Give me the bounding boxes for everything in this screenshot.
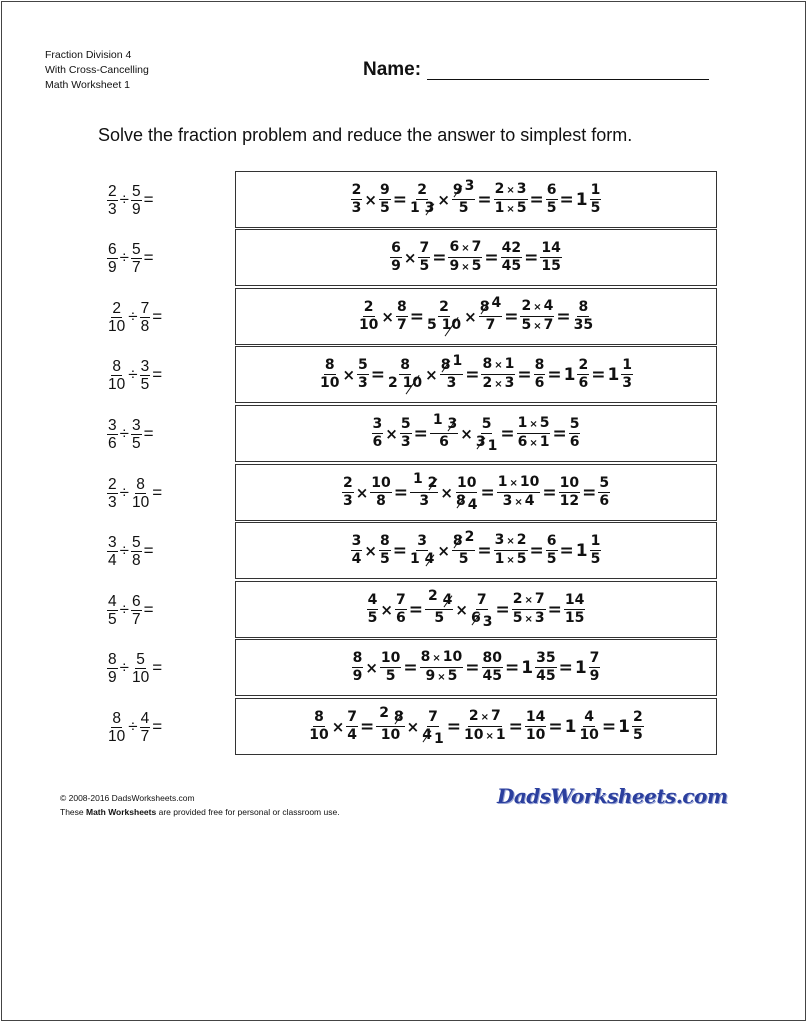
problem-10 <box>106 698 226 756</box>
copyright-notice: © 2008-2016 DadsWorksheets.com <box>60 793 195 803</box>
worksheet-title: Fraction Division 4 <box>45 49 132 61</box>
cancel-fraction: $\frac{3}{1 4}$ <box>409 533 435 567</box>
cancel-fraction: $\frac{8 2}{5}$ <box>452 529 475 567</box>
divide-sign: ÷ <box>119 248 129 267</box>
cancel-fraction: $\frac{2 4}{5}$ <box>425 593 453 626</box>
equals-sign: = <box>504 306 519 327</box>
fraction: $\frac{6}{5}$ <box>546 533 557 567</box>
equals-sign: = <box>542 482 557 503</box>
worksheet-number: Math Worksheet 1 <box>45 79 131 91</box>
equals-sign: = <box>552 423 567 444</box>
product-fraction: $\frac{2 \times 3}{1 \times 5}$ <box>494 181 527 216</box>
equals-sign: = <box>582 482 597 503</box>
divide-sign: ÷ <box>119 190 129 209</box>
fraction: $\frac{8}{10}$ <box>108 357 126 393</box>
fraction: $\frac{4}{5}$ <box>108 592 117 628</box>
cancelled-denominator: 3 <box>475 434 486 450</box>
equals-sign: = <box>465 657 480 678</box>
reduced-numerator: 3 <box>464 178 475 194</box>
fraction: $\frac{8}{5}$ <box>379 533 390 567</box>
times-sign: × <box>460 424 473 443</box>
cancelled-numerator: 8 <box>452 533 463 549</box>
fraction: $\frac{5}{9}$ <box>131 182 141 218</box>
fraction: $\frac{14}{15}$ <box>541 240 561 274</box>
cancel-fraction: $\frac{7}{6 3}$ <box>470 592 493 630</box>
equals-sign: = <box>152 307 163 326</box>
reduced-denominator: 1 <box>433 731 444 747</box>
times-sign: × <box>440 483 453 502</box>
reduced-denominator: 1 <box>487 438 498 454</box>
fraction: $\frac{1}{5}$ <box>590 533 601 567</box>
fraction: $\frac{8}{10}$ <box>319 357 340 391</box>
divide-sign: ÷ <box>119 600 129 619</box>
answer-box-2[interactable] <box>235 229 717 286</box>
cancel-fraction: $\frac{2}{5 10}$ <box>427 299 462 333</box>
reduced-numerator: 1 <box>452 353 463 369</box>
cancel-fraction: $\frac{9 3}{5}$ <box>452 178 475 216</box>
math-worksheets-link[interactable]: Math Worksheets <box>86 807 157 817</box>
fraction: $\frac{8}{10}$ <box>131 475 150 511</box>
fraction: $\frac{8}{35}$ <box>573 299 594 333</box>
fraction: $\frac{2}{6}$ <box>578 357 589 391</box>
whole-number: 1 <box>618 716 631 737</box>
problem-6 <box>106 464 226 522</box>
times-sign: × <box>342 365 356 384</box>
fraction: $\frac{2}{3}$ <box>108 182 117 218</box>
equals-sign: = <box>477 189 492 210</box>
equals-sign: = <box>517 364 532 385</box>
instructions: Solve the fraction problem and reduce the answer to simplest form. <box>98 125 633 145</box>
fraction: $\frac{10}{5}$ <box>380 650 401 684</box>
fraction: $\frac{7}{4}$ <box>347 709 358 743</box>
cancel-fraction: $\frac{8}{2 10}$ <box>388 357 423 391</box>
product-fraction: $\frac{8 \times 10}{9 \times 5}$ <box>420 649 463 684</box>
product-fraction: $\frac{1 \times 10}{3 \times 4}$ <box>497 474 540 509</box>
fraction: $\frac{7}{6}$ <box>396 592 406 626</box>
fraction: $\frac{3}{4}$ <box>108 533 117 569</box>
divide-sign: ÷ <box>119 483 129 502</box>
problem-4 <box>106 346 226 404</box>
equals-sign: = <box>152 365 163 384</box>
equals-sign: = <box>556 306 571 327</box>
equals-sign: = <box>152 717 163 736</box>
fraction: $\frac{5}{3}$ <box>400 416 411 450</box>
fraction: $\frac{3}{5}$ <box>140 357 150 393</box>
reduced-numerator: 2 <box>428 588 438 604</box>
fraction: $\frac{4}{5}$ <box>367 592 378 626</box>
equals-sign: = <box>370 364 386 385</box>
fraction: $\frac{5}{3}$ <box>358 357 368 391</box>
answer-box-6[interactable] <box>235 464 717 521</box>
reduced-numerator: 2 <box>464 529 475 545</box>
fraction: $\frac{1}{3}$ <box>622 357 633 391</box>
divide-sign: ÷ <box>128 307 138 326</box>
equals-sign: = <box>360 716 375 737</box>
whole-number: 1 <box>575 189 588 210</box>
equals-sign: = <box>524 247 539 268</box>
fraction: $\frac{4}{10}$ <box>579 709 599 743</box>
times-sign: × <box>381 307 394 326</box>
fraction: $\frac{5}{6}$ <box>569 416 580 450</box>
fraction: $\frac{14}{15}$ <box>564 592 585 626</box>
fraction: $\frac{8}{9}$ <box>108 650 117 686</box>
whole-number: 1 <box>574 657 587 678</box>
equals-sign: = <box>408 599 423 620</box>
fraction: $\frac{14}{10}$ <box>525 709 546 743</box>
fraction: $\frac{6}{7}$ <box>131 592 141 628</box>
fraction: $\frac{5}{10}$ <box>131 650 150 686</box>
divide-sign: ÷ <box>119 658 129 677</box>
times-sign: × <box>464 307 477 326</box>
cancel-fraction: $\frac{2}{1 3}$ <box>409 182 435 216</box>
cancelled-numerator: 8 <box>393 709 404 725</box>
fraction: $\frac{3}{4}$ <box>351 533 362 567</box>
times-sign: × <box>403 248 417 267</box>
answer-box-3[interactable] <box>235 288 717 345</box>
fraction: $\frac{3}{6}$ <box>108 416 117 452</box>
equals-sign: = <box>548 716 563 737</box>
cancel-fraction: $\frac{8 1}{3}$ <box>440 353 463 391</box>
fraction: $\frac{2}{10}$ <box>358 299 379 333</box>
divide-sign: ÷ <box>128 717 138 736</box>
equals-sign: = <box>143 190 154 209</box>
times-sign: × <box>364 541 377 560</box>
worksheet-header <box>45 48 149 93</box>
equals-sign: = <box>559 189 574 210</box>
cancelled-numerator: 8 <box>479 299 490 315</box>
times-sign: × <box>364 190 377 209</box>
equals-sign: = <box>480 482 495 503</box>
equals-sign: = <box>465 364 480 385</box>
equals-sign: = <box>143 541 154 560</box>
problem-5 <box>106 405 226 463</box>
problem-3 <box>106 288 226 346</box>
equals-sign: = <box>559 540 574 561</box>
equals-sign: = <box>392 540 407 561</box>
reduced-denominator: 4 <box>467 497 478 513</box>
times-sign: × <box>455 600 468 619</box>
fraction: $\frac{3}{5}$ <box>131 416 141 452</box>
whole-number: 1 <box>575 540 588 561</box>
fraction: $\frac{6}{5}$ <box>546 182 557 216</box>
cancelled-numerator: 2 <box>427 475 438 491</box>
fraction: $\frac{9}{5}$ <box>379 182 390 216</box>
cancel-fraction: $\frac{1 3}{6}$ <box>430 417 458 450</box>
cancel-fraction: $\frac{10}{8 4}$ <box>455 475 478 513</box>
name-label: Name: <box>363 59 422 80</box>
answer-box-5[interactable] <box>235 405 717 462</box>
fraction: $\frac{7}{5}$ <box>419 240 430 274</box>
equals-sign: = <box>413 423 428 444</box>
fraction: $\frac{8}{10}$ <box>108 709 126 745</box>
equals-sign: = <box>529 189 544 210</box>
fraction: $\frac{7}{8}$ <box>140 299 150 335</box>
equals-sign: = <box>484 247 499 268</box>
answer-box-1[interactable] <box>235 171 717 228</box>
reduced-denominator: 1 <box>409 200 420 216</box>
times-sign: × <box>380 600 393 619</box>
equals-sign: = <box>508 716 523 737</box>
fraction: $\frac{2}{5}$ <box>633 709 643 743</box>
equals-sign: = <box>591 364 606 385</box>
equals-sign: = <box>505 657 520 678</box>
equals-sign: = <box>495 599 510 620</box>
equals-sign: = <box>500 423 515 444</box>
answer-box-10[interactable] <box>235 698 717 755</box>
reduced-denominator: 5 <box>427 317 437 333</box>
reduced-numerator: 4 <box>491 295 502 311</box>
cancelled-denominator: 4 <box>424 551 435 567</box>
fraction: $\frac{5}{8}$ <box>131 533 141 569</box>
answer-box-4[interactable] <box>235 346 717 403</box>
product-fraction: $\frac{2 \times 7}{10 \times 1}$ <box>463 708 506 743</box>
name-line[interactable] <box>427 79 709 80</box>
usage-note: These Math Worksheets are provided free for personal or classroom use. <box>60 807 340 817</box>
reduced-numerator: 2 <box>379 705 390 721</box>
answer-box-8[interactable] <box>235 581 717 638</box>
whole-number: 1 <box>564 716 577 737</box>
answer-box-9[interactable] <box>235 639 717 696</box>
divide-sign: ÷ <box>119 541 129 560</box>
equals-sign: = <box>152 483 163 502</box>
equals-sign: = <box>143 248 154 267</box>
times-sign: × <box>437 190 450 209</box>
times-sign: × <box>385 424 398 443</box>
cancelled-numerator: 9 <box>452 182 463 198</box>
problem-8 <box>106 581 226 639</box>
reduced-denominator: 1 <box>409 551 420 567</box>
fraction: $\frac{1}{5}$ <box>590 182 601 216</box>
equals-sign: = <box>392 189 407 210</box>
cancelled-denominator: 4 <box>422 727 432 743</box>
dadsworksheets-logo[interactable]: DadsWorksheets.com <box>497 784 728 808</box>
cancel-fraction: $\frac{1 2}{3}$ <box>410 476 438 509</box>
product-fraction: $\frac{2 \times 7}{5 \times 3}$ <box>512 591 545 626</box>
problem-1 <box>106 171 226 229</box>
problem-2 <box>106 229 226 287</box>
reduced-denominator: 2 <box>388 375 398 391</box>
divide-sign: ÷ <box>119 424 129 443</box>
times-sign: × <box>406 717 420 736</box>
cancel-fraction: $\frac{5}{3 1}$ <box>475 416 498 454</box>
cancelled-numerator: 4 <box>442 592 453 608</box>
equals-sign: = <box>152 658 163 677</box>
fraction: $\frac{6}{9}$ <box>391 240 401 274</box>
fraction: $\frac{42}{45}$ <box>501 240 522 274</box>
equals-sign: = <box>529 540 544 561</box>
whole-number: 1 <box>607 364 620 385</box>
equals-sign: = <box>432 247 447 268</box>
problem-9 <box>106 639 226 697</box>
cancelled-denominator: 3 <box>424 200 435 216</box>
times-sign: × <box>331 717 345 736</box>
whole-number: 1 <box>521 657 534 678</box>
cancel-fraction: $\frac{8 4}{7}$ <box>479 295 502 333</box>
equals-sign: = <box>601 716 617 737</box>
equals-sign: = <box>409 306 424 327</box>
fraction: $\frac{8}{7}$ <box>397 299 407 333</box>
equals-sign: = <box>547 364 562 385</box>
answer-box-7[interactable] <box>235 522 717 579</box>
product-fraction: $\frac{2 \times 4}{5 \times 7}$ <box>521 298 554 333</box>
equals-sign: = <box>446 716 461 737</box>
reduced-numerator: 1 <box>432 412 443 428</box>
fraction: $\frac{4}{7}$ <box>140 709 150 745</box>
fraction: $\frac{8}{6}$ <box>534 357 545 391</box>
fraction: $\frac{10}{8}$ <box>371 475 391 509</box>
reduced-numerator: 1 <box>413 471 423 487</box>
fraction: $\frac{5}{7}$ <box>131 240 141 276</box>
cancelled-denominator: 8 <box>455 493 466 509</box>
product-fraction: $\frac{8 \times 1}{2 \times 3}$ <box>482 356 515 391</box>
fraction: $\frac{2}{3}$ <box>108 475 117 511</box>
fraction: $\frac{2}{3}$ <box>342 475 353 509</box>
fraction: $\frac{7}{9}$ <box>589 650 600 684</box>
equals-sign: = <box>143 600 154 619</box>
times-sign: × <box>365 658 378 677</box>
times-sign: × <box>437 541 450 560</box>
cancelled-denominator: 6 <box>470 610 481 626</box>
equals-sign: = <box>403 657 418 678</box>
product-fraction: $\frac{1 \times 5}{6 \times 1}$ <box>517 415 550 450</box>
cancel-fraction: $\frac{2 8}{10}$ <box>376 710 404 743</box>
fraction: $\frac{10}{12}$ <box>559 475 580 509</box>
whole-number: 1 <box>563 364 576 385</box>
cancelled-denominator: 10 <box>441 317 462 333</box>
divide-sign: ÷ <box>128 365 138 384</box>
cancelled-denominator: 10 <box>402 375 423 391</box>
problem-7 <box>106 522 226 580</box>
reduced-denominator: 3 <box>482 614 493 630</box>
equals-sign: = <box>143 424 154 443</box>
fraction: $\frac{8}{9}$ <box>352 650 363 684</box>
cancelled-numerator: 8 <box>440 357 451 373</box>
fraction: $\frac{35}{45}$ <box>536 650 556 684</box>
equals-sign: = <box>393 482 408 503</box>
equals-sign: = <box>558 657 573 678</box>
equals-sign: = <box>477 540 492 561</box>
fraction: $\frac{2}{10}$ <box>108 299 126 335</box>
fraction: $\frac{2}{3}$ <box>351 182 362 216</box>
fraction: $\frac{80}{45}$ <box>482 650 502 684</box>
worksheet-subtitle: With Cross-Cancelling <box>45 64 149 76</box>
fraction: $\frac{5}{6}$ <box>599 475 610 509</box>
times-sign: × <box>355 483 369 502</box>
cancel-fraction: $\frac{7}{4 1}$ <box>422 709 444 747</box>
fraction: $\frac{8}{10}$ <box>309 709 329 743</box>
fraction: $\frac{6}{9}$ <box>108 240 117 276</box>
product-fraction: $\frac{6 \times 7}{9 \times 5}$ <box>449 239 482 274</box>
fraction: $\frac{3}{6}$ <box>372 416 383 450</box>
times-sign: × <box>425 365 438 384</box>
product-fraction: $\frac{3 \times 2}{1 \times 5}$ <box>494 532 527 567</box>
cancelled-numerator: 3 <box>447 416 458 432</box>
equals-sign: = <box>547 599 562 620</box>
